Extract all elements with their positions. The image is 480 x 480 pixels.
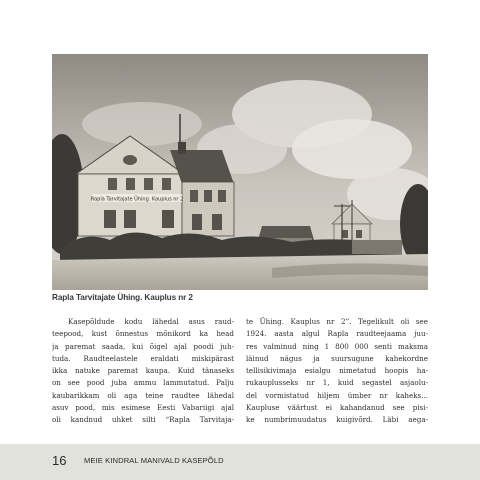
shop-sign-text: Rapla Tarvitajate Ühing. Kauplus nr 2 <box>90 196 184 203</box>
text-line: läinud nägus ja suursugune kahekordne <box>246 353 428 363</box>
text-line: tuda. Raudteelastele eraldati miskipärast <box>52 353 234 363</box>
text-line: ja paremat saada, kui õigel ajal poodi juh- <box>52 341 234 351</box>
text-line: ke numbrimuudatus kuigivõrd. Läbi aega- <box>246 415 428 425</box>
text-line: ikka natuke paremat kaupa. Kuid tänaseks <box>52 366 234 376</box>
text-line: rukauplusseks nr 1, kuid segastel asjaolu- <box>246 378 428 388</box>
text-line: 1924. aasta algul Rapla raudteejaama juu- <box>246 329 428 339</box>
page-footer <box>0 444 480 480</box>
text-line: Kaupluse väärtust ei kahandanud see pisi- <box>246 403 428 413</box>
text-line: on see pood juba ammu lammutatud. Palju <box>52 378 234 388</box>
text-line: asuv pood, mis esimese Eesti Vabariigi ajal <box>52 403 234 413</box>
page-number: 16 <box>52 453 67 468</box>
photo-caption: Rapla Tarvitajate Ühing. Kauplus nr 2 <box>52 293 193 302</box>
running-title: MEIE KINDRAL MANIVALD KASEPÕLD <box>84 456 224 465</box>
text-line: teepood, kust õnnestus mõnikord ka head <box>52 329 234 339</box>
right-text-column <box>246 316 428 427</box>
historic-photo <box>52 54 428 290</box>
left-text-column <box>52 316 234 427</box>
text-line: kaubarikkam oli aga teine raudtee lähedal <box>52 390 234 400</box>
text-line: res valminud ning 1 800 000 senti maksma <box>246 341 428 351</box>
text-line: tellisikivimaja esialgu nimetatud hoopis ha- <box>246 366 428 376</box>
text-line: oli kandnud uhket silti “Rapla Tarvitaja- <box>52 415 234 425</box>
text-line: te Ühing. Kauplus nr 2”. Tegelikult oli see <box>246 317 428 326</box>
text-line: Kasepõldude kodu lähedal asus raud- <box>68 317 234 326</box>
text-line: del vormistatud hiljem ümber nr kaheks... <box>246 390 428 400</box>
